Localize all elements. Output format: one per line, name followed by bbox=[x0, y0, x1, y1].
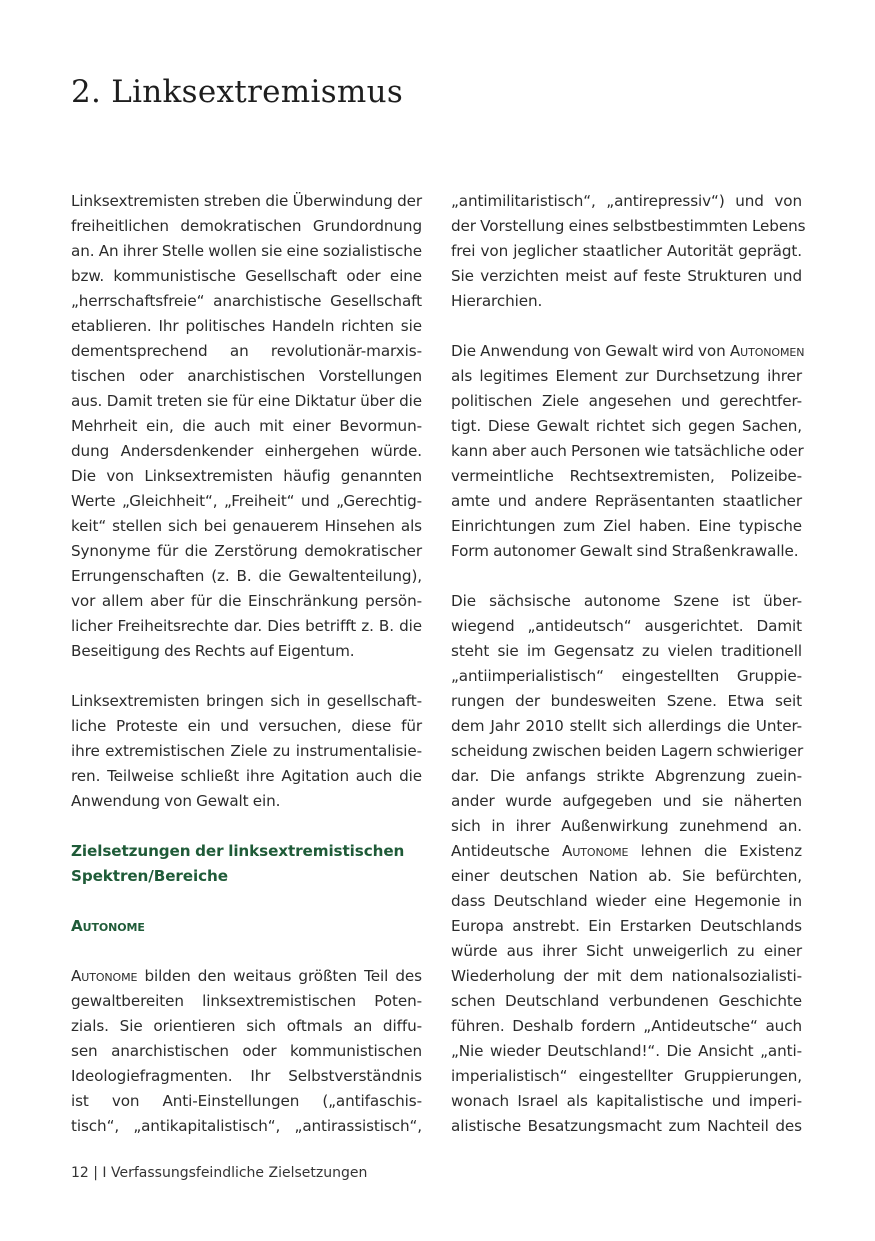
text-line: ander wurde aufgegeben und sie näherten bbox=[451, 792, 802, 810]
text-line: Autonome bilden den weitaus größten Teil des bbox=[71, 967, 422, 985]
text-line: Ideologiefragmenten. Ihr Selbstverständnis bbox=[71, 1067, 422, 1085]
paragraph-gap bbox=[71, 889, 422, 914]
text-line: rungen der bundesweiten Szene. Etwa seit bbox=[451, 692, 802, 710]
text-line: Linksextremisten streben die Überwindung der bbox=[71, 192, 422, 210]
text-line: dass Deutschland wieder eine Hegemonie in bbox=[451, 892, 802, 910]
section-heading: Zielsetzungen der linksextremistischen bbox=[71, 842, 405, 860]
right-text-column bbox=[451, 189, 806, 1139]
paragraph-gap bbox=[71, 939, 422, 964]
text-line: frei von jeglicher staatlicher Autorität geprägt. bbox=[451, 242, 802, 260]
text-line: politischen Ziele angesehen und gerechtfer- bbox=[451, 392, 802, 410]
paragraph-gap bbox=[71, 814, 422, 839]
text-line: ist von Anti-Einstellungen („antifaschis- bbox=[71, 1092, 422, 1110]
paragraph-gap bbox=[451, 314, 802, 339]
text-line: vor allem aber für die Einschränkung persön- bbox=[71, 592, 422, 610]
text-line: „Nie wieder Deutschland!“. Die Ansicht „anti- bbox=[451, 1042, 802, 1060]
text-line: Wiederholung der mit dem nationalsozialisti- bbox=[451, 967, 802, 985]
text-line: imperialistisch“ eingestellter Gruppierungen, bbox=[451, 1067, 802, 1085]
subsection-heading: Autonome bbox=[71, 917, 145, 935]
text-line: amte und andere Repräsentanten staatlicher bbox=[451, 492, 802, 510]
text-line: Die von Linksextremisten häufig genannten bbox=[71, 467, 422, 485]
text-line: vermeintliche Rechtsextremisten, Polizeibe- bbox=[451, 467, 802, 485]
text-line: dem Jahr 2010 stellt sich allerdings die Unter- bbox=[451, 717, 802, 735]
text-line: Sie verzichten meist auf feste Strukturen und bbox=[451, 267, 802, 285]
section-heading: Spektren/Bereiche bbox=[71, 867, 228, 885]
text-line: ihre extremistischen Ziele zu instrumentalisie- bbox=[71, 742, 422, 760]
text-line: Form autonomer Gewalt sind Straßenkrawalle. bbox=[451, 542, 799, 560]
text-line: führen. Deshalb fordern „Antideutsche“ auch bbox=[451, 1017, 802, 1035]
text-line: wiegend „antideutsch“ ausgerichtet. Damit bbox=[451, 617, 802, 635]
text-line: Synonyme für die Zerstörung demokratischer bbox=[71, 542, 422, 560]
text-line: dar. Die anfangs strikte Abgrenzung zuein- bbox=[451, 767, 802, 785]
text-line: alistische Besatzungsmacht zum Nachteil des bbox=[451, 1117, 802, 1135]
text-line: sen anarchistischen oder kommunistischen bbox=[71, 1042, 422, 1060]
text-line: Europa anstrebt. Ein Erstarken Deutschlands bbox=[451, 917, 802, 935]
text-line: gewaltbereiten linksextremistischen Poten- bbox=[71, 992, 422, 1010]
text-line: Anwendung von Gewalt ein. bbox=[71, 792, 281, 810]
text-line: Die Anwendung von Gewalt wird von Autonomen bbox=[451, 342, 805, 360]
text-line: zials. Sie orientieren sich oftmals an diffu- bbox=[71, 1017, 422, 1035]
term-autonome: Autonome bbox=[71, 967, 138, 985]
text-line: etablieren. Ihr politisches Handeln richten sie bbox=[71, 317, 422, 335]
paragraph-gap bbox=[451, 564, 802, 589]
text-line: licher Freiheitsrechte dar. Dies betrifft z. B. die bbox=[71, 617, 422, 635]
text-line: Einrichtungen zum Ziel haben. Eine typische bbox=[451, 517, 802, 535]
text-line: wonach Israel als kapitalistische und imperi- bbox=[451, 1092, 802, 1110]
text-line: als legitimes Element zur Durchsetzung ihrer bbox=[451, 367, 802, 385]
text-line: sich in ihrer Außenwirkung zunehmend an. bbox=[451, 817, 802, 835]
text-line: einer deutschen Nation ab. Sie befürchten, bbox=[451, 867, 802, 885]
text-line: würde aus ihrer Sicht unweigerlich zu einer bbox=[451, 942, 802, 960]
text-line: „antimilitaristisch“, „antirepressiv“) und von bbox=[451, 192, 802, 210]
text-line: Werte „Gleichheit“, „Freiheit“ und „Gerechtig- bbox=[71, 492, 422, 510]
page-footer: 12 | I Verfassungsfeindliche Zielsetzungen bbox=[71, 1165, 368, 1181]
text-line: tisch“, „antikapitalistisch“, „antirassistisch“, bbox=[71, 1117, 422, 1135]
text-line: kann aber auch Personen wie tatsächliche oder bbox=[451, 442, 804, 460]
text-line: bzw. kommunistische Gesellschaft oder eine bbox=[71, 267, 422, 285]
text-line: der Vorstellung eines selbstbestimmten Lebens bbox=[451, 217, 806, 235]
text-line: an. An ihrer Stelle wollen sie eine sozialistische bbox=[71, 242, 422, 260]
text-line: Mehrheit ein, die auch mit einer Bevormun- bbox=[71, 417, 422, 435]
text-line: Hierarchien. bbox=[451, 292, 543, 310]
text-line: keit“ stellen sich bei genauerem Hinsehen als bbox=[71, 517, 422, 535]
text-line: tischen oder anarchistischen Vorstellungen bbox=[71, 367, 422, 385]
text-line: freiheitlichen demokratischen Grundordnung bbox=[71, 217, 422, 235]
text-line: Errungenschaften (z. B. die Gewaltenteilung), bbox=[71, 567, 422, 585]
text-line: scheidung zwischen beiden Lagern schwieriger bbox=[451, 742, 804, 760]
text-line: tigt. Diese Gewalt richtet sich gegen Sachen, bbox=[451, 417, 802, 435]
text-line: Antideutsche Autonome lehnen die Existenz bbox=[451, 842, 802, 860]
text-line: schen Deutschland verbundenen Geschichte bbox=[451, 992, 802, 1010]
text-line: dung Andersdenkender einhergehen würde. bbox=[71, 442, 422, 460]
left-text-column bbox=[71, 189, 422, 1139]
chapter-heading bbox=[71, 74, 403, 110]
text-line: „antiimperialistisch“ eingestellten Gruppie- bbox=[451, 667, 802, 685]
text-line: liche Proteste ein und versuchen, diese für bbox=[71, 717, 422, 735]
text-line: Linksextremisten bringen sich in gesellschaft- bbox=[71, 692, 422, 710]
term-autonome: Autonomen bbox=[729, 342, 805, 360]
text-line: Beseitigung des Rechts auf Eigentum. bbox=[71, 642, 355, 660]
text-line: steht sie im Gegensatz zu vielen traditionell bbox=[451, 642, 802, 660]
chapter-title: Linksextremismus bbox=[111, 74, 404, 110]
term-autonome: Autonome bbox=[562, 842, 629, 860]
text-line: „herrschaftsfreie“ anarchistische Gesellschaft bbox=[71, 292, 422, 310]
text-line: ren. Teilweise schließt ihre Agitation auch die bbox=[71, 767, 422, 785]
text-line: dementsprechend an revolutionär-marxis- bbox=[71, 342, 422, 360]
paragraph-gap bbox=[71, 664, 422, 689]
text-line: aus. Damit treten sie für eine Diktatur über die bbox=[71, 392, 422, 410]
text-line: Die sächsische autonome Szene ist über- bbox=[451, 592, 802, 610]
chapter-number: 2. bbox=[71, 74, 102, 110]
